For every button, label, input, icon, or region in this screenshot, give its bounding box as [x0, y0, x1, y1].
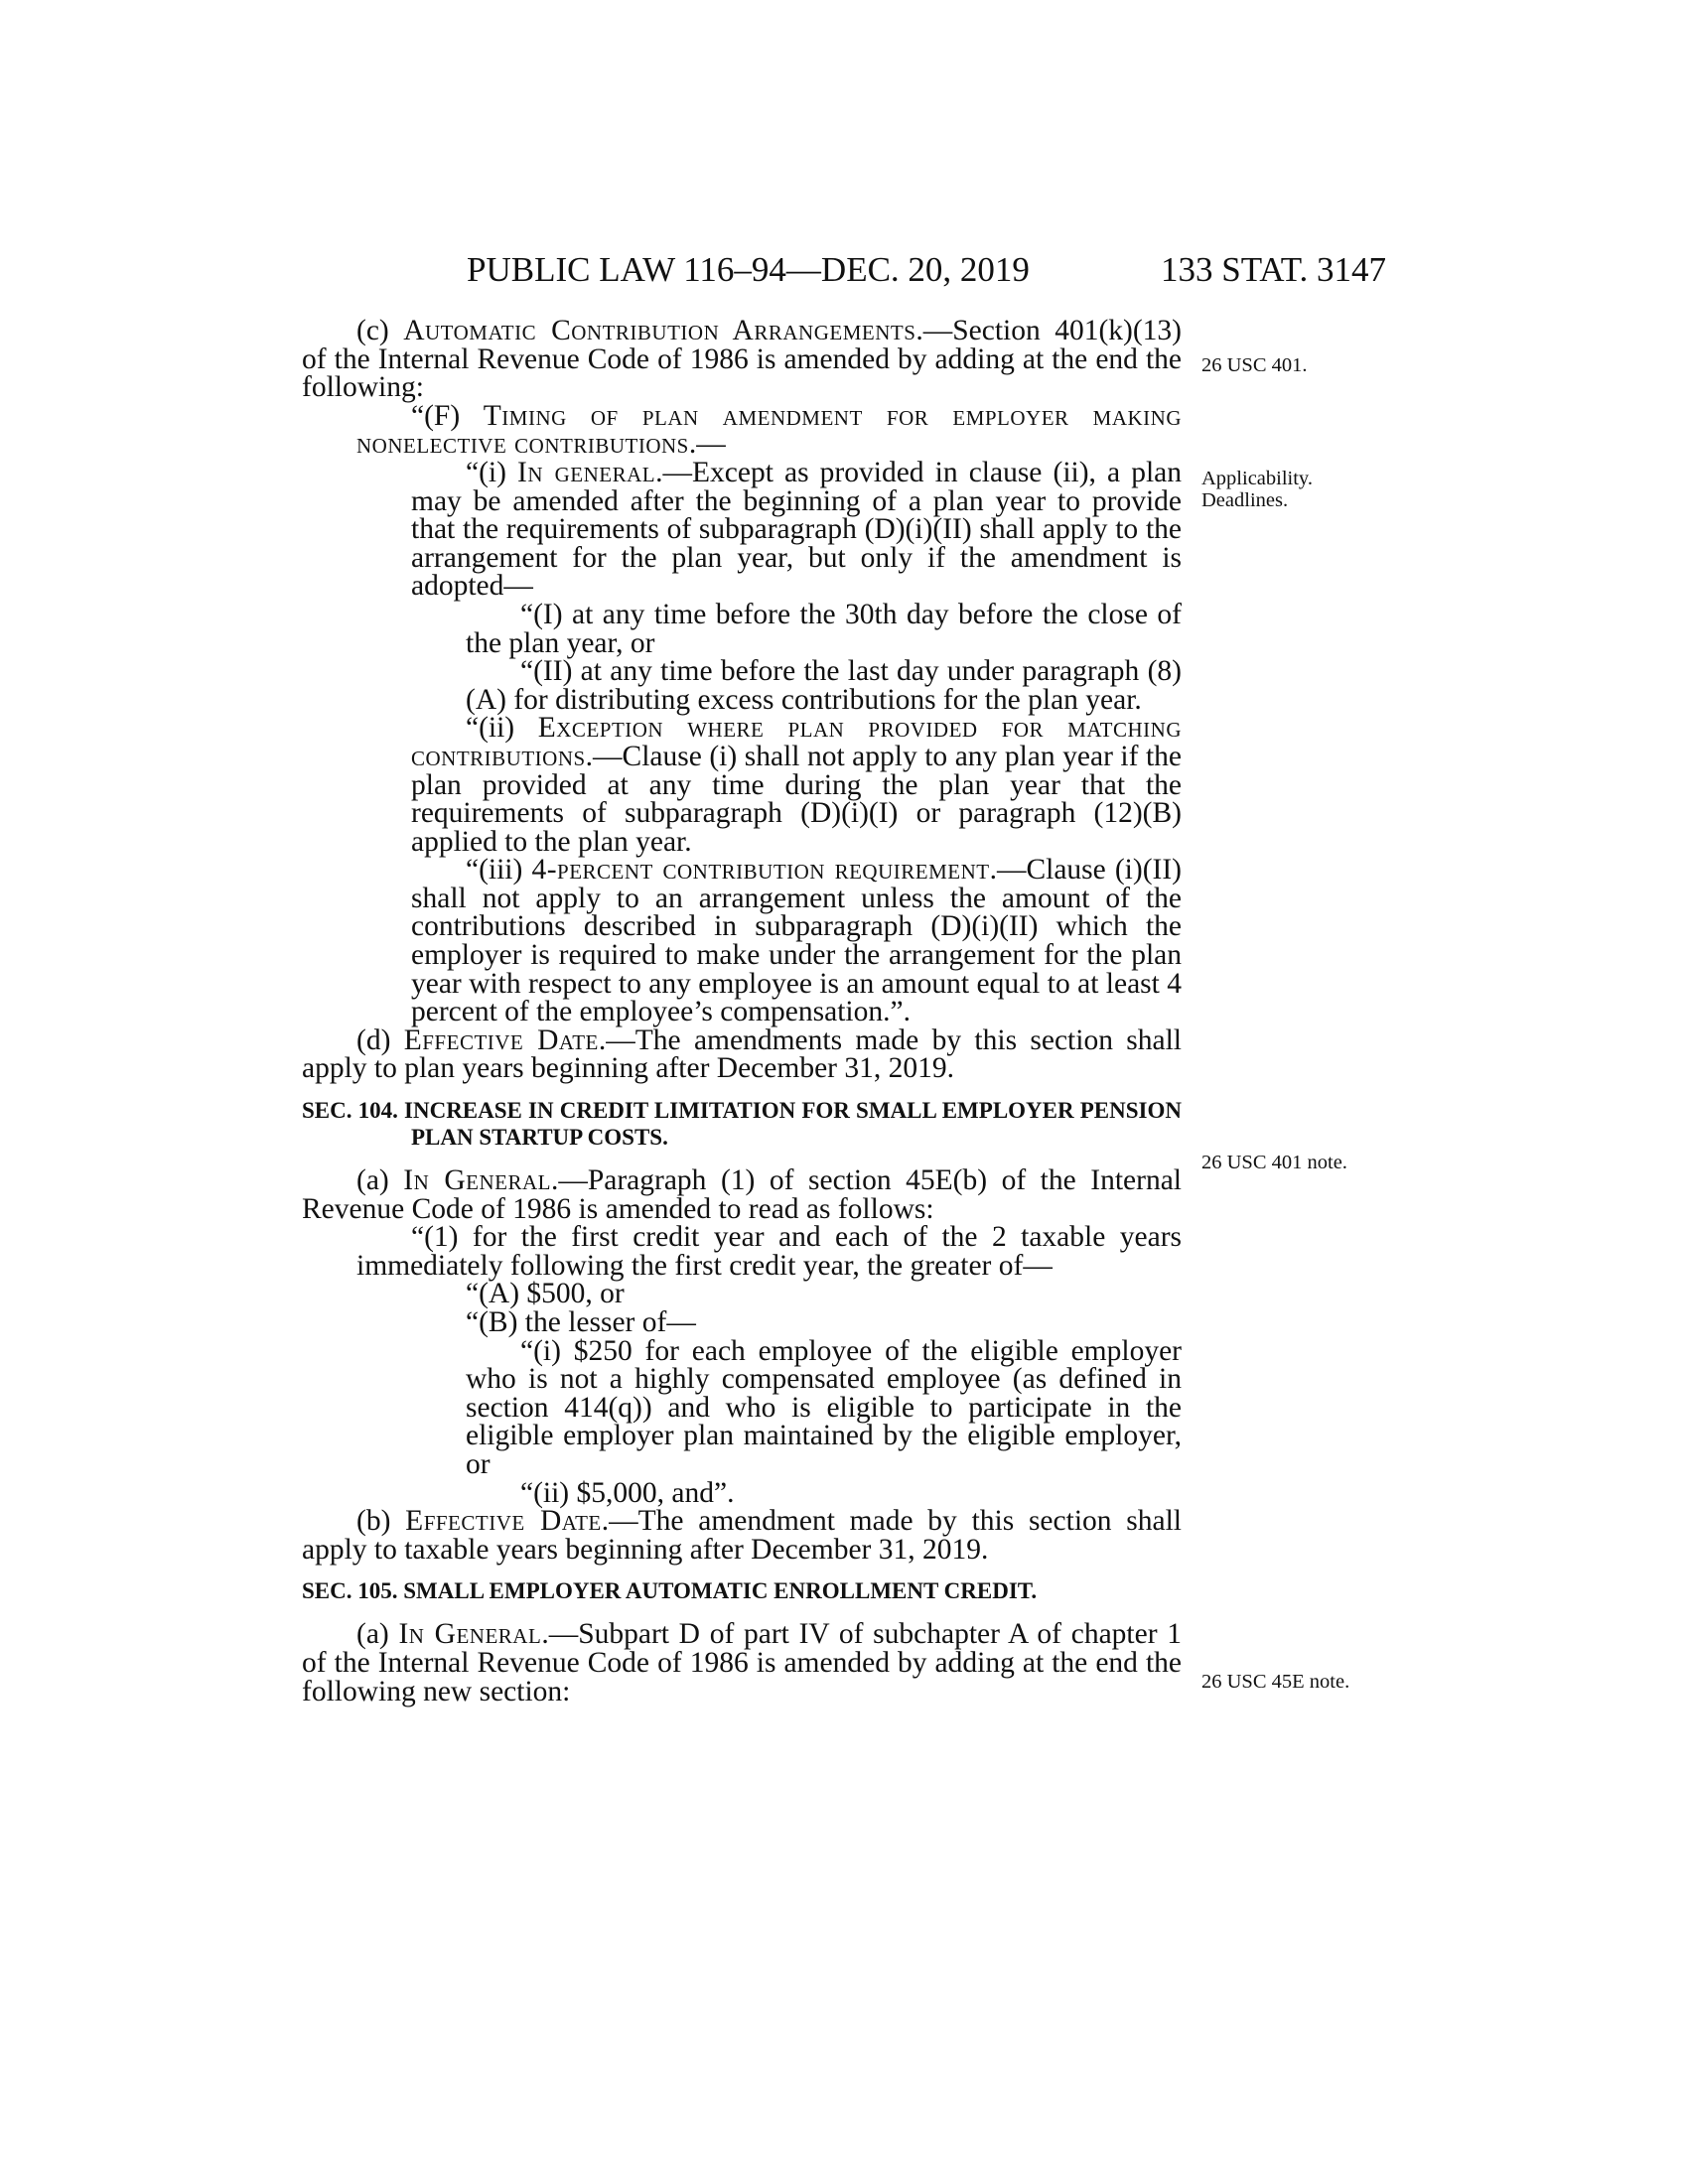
- subsection-d: (d) Effective Date.—The amendments made by this section shall apply to plan years beginning after December 31, 2019.: [302, 1024, 1182, 1085]
- sec104-subsection-b: (b) Effective Date.—The amendment made by this section shall apply to taxable years beginning after December 31, 2019.: [302, 1505, 1182, 1566]
- page-header: [302, 250, 1386, 290]
- margin-note-applicability: Applicability.: [1201, 468, 1313, 489]
- section-104-heading: SEC. 104. INCREASE IN CREDIT LIMITATION FOR SMALL EMPLOYER PENSION PLAN STARTUP COSTS.: [302, 1098, 1182, 1151]
- margin-note-26-usc-401: 26 USC 401.: [1201, 354, 1308, 376]
- clause-B-i: “(i) $250 for each employee of the eligible employer who is not a highly compensated employee (as defined in section 414(q)) and who is eligible to participate in the eligible employer plan maintained by the eligible employer, or: [466, 1334, 1182, 1480]
- clause-iii: “(iii) 4-percent contribution requirement.—Clause (i)(II) shall not apply to an arrangement unless the amount of the contributions described in subparagraph (D)(i)(II) which the employer is required to make under the arrangement for the plan year with respect to any employee is an amount equal to at least 4 percent of the employee’s compensation.”.: [411, 854, 1182, 1028]
- sec104-subsection-a: (a) In General.—Paragraph (1) of section 45E(b) of the Internal Revenue Code of 1986 is amended to read as follows:: [302, 1164, 1182, 1225]
- margin-note-26-usc-401-note: 26 USC 401 note.: [1201, 1152, 1347, 1173]
- subparagraph-A: “(A) $500, or: [466, 1278, 625, 1310]
- clause-i: “(i) In general.—Except as provided in clause (ii), a plan may be amended after the beginning of a plan year to provide that the requirements of subparagraph (D)(i)(II) shall apply to the arrangement for the plan year, but only if the amendment is adopted—: [411, 456, 1182, 603]
- paragraph-1: “(1) for the first credit year and each of the 2 taxable years immediately following the first credit year, the greater of—: [356, 1221, 1182, 1282]
- header-law-citation: PUBLIC LAW 116–94—DEC. 20, 2019: [467, 250, 1030, 289]
- margin-note-deadlines: Deadlines.: [1201, 489, 1289, 511]
- document-body: [302, 317, 1182, 1706]
- subparagraph-B: “(B) the lesser of—: [466, 1306, 696, 1338]
- header-stat-page: 133 STAT. 3147: [1161, 250, 1386, 289]
- subclause-II: “(II) at any time before the last day under paragraph (8)(A) for distributing excess contributions for the plan year.: [466, 655, 1182, 716]
- subsection-c: (c) Automatic Contribution Arrangements.—Section 401(k)(13) of the Internal Revenue Code of 1986 is amended by adding at the end the following:: [302, 315, 1182, 404]
- clause-B-ii: “(ii) $5,000, and”.: [520, 1476, 735, 1509]
- subclause-I: “(I) at any time before the 30th day before the close of the plan year, or: [466, 598, 1182, 659]
- margin-note-26-usc-45e-note: 26 USC 45E note.: [1201, 1671, 1350, 1693]
- subparagraph-F: “(F) Timing of plan amendment for employer making nonelective contributions.—: [356, 399, 1182, 461]
- clause-ii: “(ii) Exception where plan provided for matching contributions.—Clause (i) shall not apply to any plan year if the plan provided at any time during the plan year that the requirements of subparagraph (D)(i)(I) or paragraph (12)(B) applied to the plan year.: [411, 712, 1182, 858]
- section-105-heading: SEC. 105. SMALL EMPLOYER AUTOMATIC ENROLLMENT CREDIT.: [302, 1578, 1038, 1604]
- sec105-subsection-a: (a) In General.—Subpart D of part IV of subchapter A of chapter 1 of the Internal Revenue Code of 1986 is amended by adding at the end the following new section:: [302, 1618, 1182, 1707]
